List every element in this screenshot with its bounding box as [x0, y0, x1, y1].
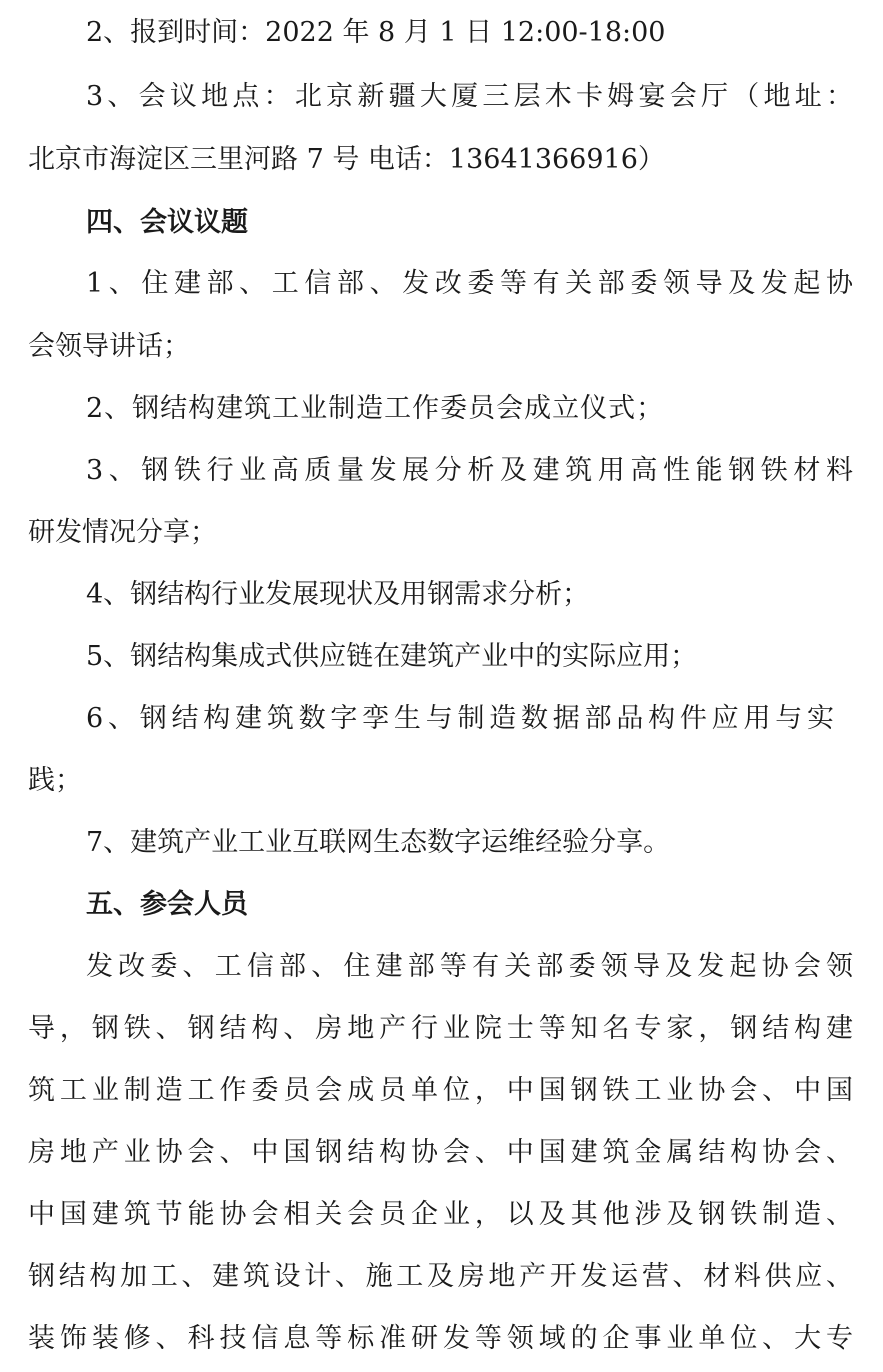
registration-time-line: 2、报到时间：2022 年 8 月 1 日 12:00-18:00 [86, 17, 666, 48]
participants-line-1: 发改委、工信部、住建部等有关部委领导及发起协会领 [86, 951, 853, 982]
participants-line-2: 导，钢铁、钢结构、房地产行业院士等知名专家，钢结构建 [28, 1013, 853, 1044]
topic-2: 2、钢结构建筑工业制造工作委员会成立仪式； [86, 393, 665, 424]
topic-5: 5、钢结构集成式供应链在建筑产业中的实际应用； [86, 641, 698, 672]
topic-6-line-2: 践； [28, 765, 82, 796]
topic-3-line-2: 研发情况分享； [28, 517, 217, 548]
venue-line-2: 北京市海淀区三里河路 7 号 电话：13641366916） [28, 144, 665, 175]
topic-1-line-2: 会领导讲话； [28, 331, 190, 362]
topic-3-line-1: 3、钢铁行业高质量发展分析及建筑用高性能钢铁材料 [86, 455, 853, 486]
participants-line-4: 房地产业协会、中国钢结构协会、中国建筑金属结构协会、 [28, 1137, 853, 1168]
participants-line-5: 中国建筑节能协会相关会员企业，以及其他涉及钢铁制造、 [28, 1199, 853, 1230]
participants-line-3: 筑工业制造工作委员会成员单位，中国钢铁工业协会、中国 [28, 1075, 853, 1106]
topic-6-line-1: 6、钢结构建筑数字孪生与制造数据部品构件应用与实 [86, 703, 834, 734]
topic-4: 4、钢结构行业发展现状及用钢需求分析； [86, 579, 590, 610]
section-heading-participants: 五、参会人员 [86, 889, 248, 920]
participants-line-6: 钢结构加工、建筑设计、施工及房地产开发运营、材料供应、 [28, 1261, 853, 1292]
topic-1-line-1: 1、住建部、工信部、发改委等有关部委领导及发起协 [86, 268, 853, 299]
venue-line-1: 3、会议地点：北京新疆大厦三层木卡姆宴会厅（地址： [86, 81, 853, 112]
participants-line-7: 装饰装修、科技信息等标准研发等领域的企事业单位、大专 [28, 1323, 853, 1354]
section-heading-topics: 四、会议议题 [86, 207, 248, 238]
topic-7: 7、建筑产业工业互联网生态数字运维经验分享。 [86, 827, 671, 858]
